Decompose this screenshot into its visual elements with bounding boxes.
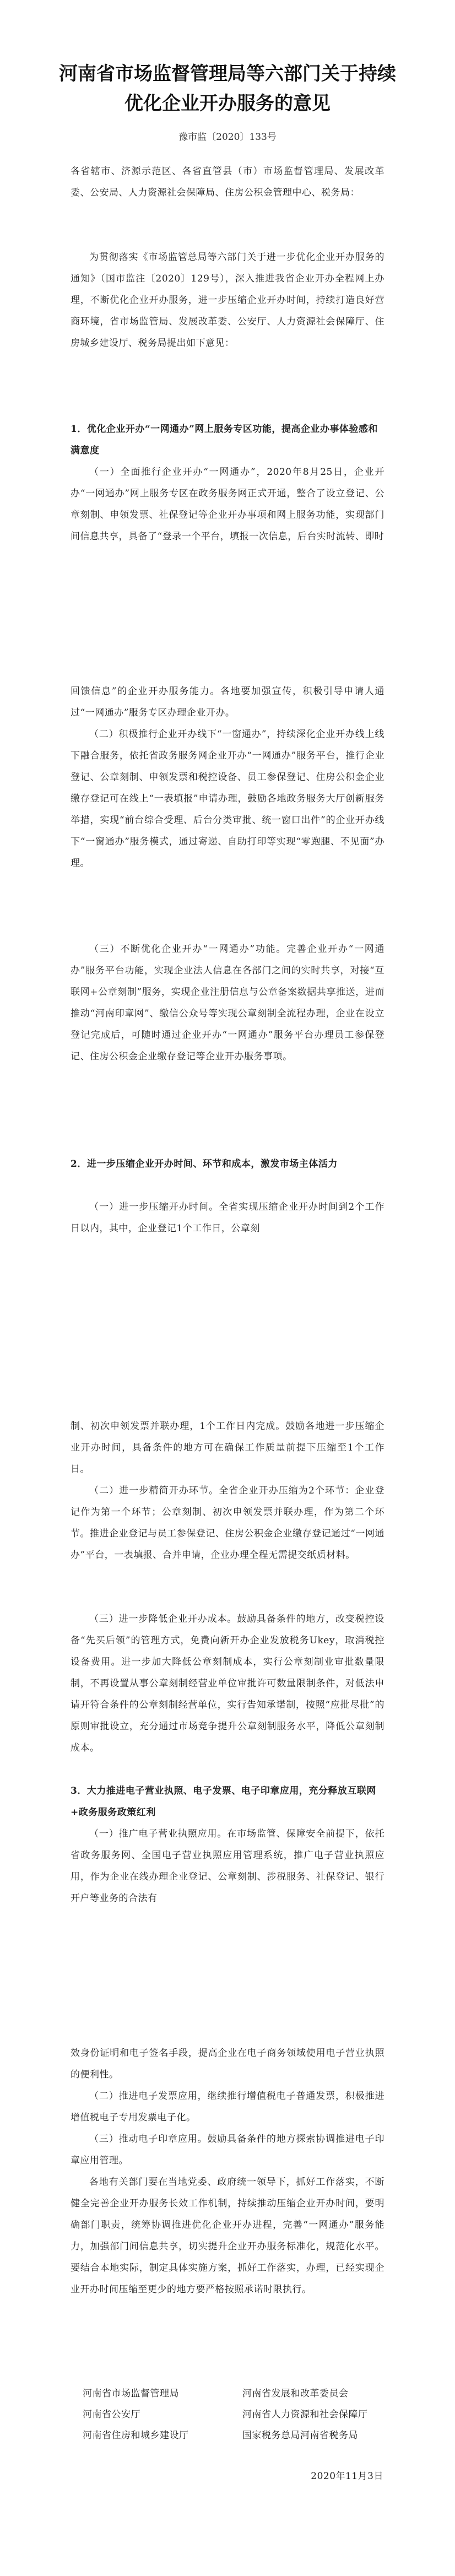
signatory-left-3: 河南省住房和城乡建设厅 bbox=[83, 2430, 189, 2441]
section-1-para-1b: 回馈信息”的企业开办服务能力。各地要加强宣传，积极引导申请人通过“一网通办”服务专区办理企业开办。 bbox=[71, 686, 384, 718]
section-2-heading: 2．进一步压缩企业开办时间、环节和成本，激发市场主体活力 bbox=[71, 1159, 338, 1170]
document-title-line1: 河南省市场监督管理局等六部门关于持续 bbox=[59, 63, 396, 85]
document-date: 2020年11月3日 bbox=[311, 2471, 383, 2482]
section-2-para-1b: 制、初次申领发票并联办理，1个工作日内完成。鼓励各地进一步压缩企业开办时间，具备条件的地方可在确保工作质量前提下压缩至1个工作日。 bbox=[71, 1421, 384, 1475]
section-3-para-1b: 效身份证明和电子签名手段，提高企业在电子商务领域使用电子营业执照的便利性。 bbox=[71, 2048, 384, 2080]
section-2-para-2: （二）进一步精简开办环节。全省企业开办压缩为2个环节：企业登记作为第一个环节；公章刻制、初次申领发票并联办理，作为第二个环节。推进企业登记与员工参保登记、住房公积金企业缴存登记通过“一网通办”平台，一表填报、合并申请，企业办理全程无需提交纸质材料。 bbox=[71, 1485, 384, 1561]
document-number: 豫市监〔2020〕133号 bbox=[178, 132, 277, 143]
addressees: 各省辖市、济源示范区、各省直管县（市）市场监督管理局、发展改革委、公安局、人力资源社会保障局、住房公积金管理中心、税务局： bbox=[71, 166, 384, 198]
signatory-right-1: 河南省发展和改革委员会 bbox=[242, 2388, 349, 2399]
section-3-para-2: （二）推进电子发票应用，继续推行增值税电子普通发票，积极推进增值税电子专用发票电子化。 bbox=[71, 2091, 384, 2123]
signatory-right-3: 国家税务总局河南省税务局 bbox=[242, 2430, 358, 2441]
section-1-heading: 1．优化企业开办“一网通办”网上服务专区功能，提高企业办事体验感和满意度 bbox=[71, 424, 378, 456]
section-2-para-3: （三）进一步降低企业开办成本。鼓励具备条件的地方，改变税控设备“先买后领”的管理方式，免费向新开办企业发放税务Ukey，取消税控设备费用。进一步加大降低公章刻制成本，实行公章刻制业审批数量限制，不再设置从事公章刻制经营业单位审批许可数量限制条件，对低法申请开符合条件的公章刻制经营单位，实行告知承诺制，按照“应批尽批”的原则审批设立，充分通过市场竞争提升公章刻制服务水平，降低公章刻制成本。 bbox=[71, 1614, 384, 1754]
document-title-line2: 优化企业开办服务的意见 bbox=[124, 93, 331, 115]
section-2-para-1a: （一）进一步压缩开办时间。全省实现压缩企业开办时间到2个工作日以内，其中，企业登记1个工作日，公章刻 bbox=[71, 1202, 384, 1234]
signatory-left-2: 河南省公安厅 bbox=[83, 2409, 140, 2420]
section-3-para-4: 各地有关部门要在当地党委、政府统一领导下，抓好工作落实，不断健全完善企业开办服务长效工作机制，持续推动压缩企业开办时间，要明确部门职责，统筹协调推进优化企业开办进程，完善“一网通办”服务能力，加强部门间信息共享，切实提升企业开办服务标准化，规范化水平。要结合本地实际，制定具体实施方案，抓好工作落实，办理，已经实现企业开办时间压缩至更少的地方要严格按照承诺时限执行。 bbox=[71, 2177, 384, 2295]
section-3-para-3: （三）推动电子印章应用。鼓励具备条件的地方探索协调推进电子印章应用管理。 bbox=[71, 2134, 384, 2166]
section-3-heading: 3．大力推进电子营业执照、电子发票、电子印章应用，充分释放互联网+政务服务政策红利 bbox=[71, 1785, 376, 1818]
section-3-para-1a: （一）推广电子营业执照应用。在市场监管、保障安全前提下，依托省政务服务网、全国电子营业执照应用管理系统，推广电子营业执照应用，作为企业在线办理企业登记、公章刻制、涉税服务、社保登记、银行开户等业务的合法有 bbox=[71, 1828, 384, 1904]
section-1-para-1a: （一）全面推行企业开办“一网通办”，2020年8月25日，企业开办“一网通办”网上服务专区在政务服务网正式开通，整合了设立登记、公章刻制、申领发票、社保登记等企业开办事项和网上服务功能，实现部门间信息共享，具备了“登录一个平台，填报一次信息，后台实时流转、即时 bbox=[71, 467, 384, 542]
section-1-para-3: （三）不断优化企业开办“一网通办”功能。完善企业开办“一网通办”服务平台功能，实现企业法人信息在各部门之间的实时共享，对接“互联网+公章刻制”服务，实现企业注册信息与公章备案数据共享推送，进而推动“河南印章网”、缴信公众号等实现公章刻制全流程办理，企业在设立登记完成后，可随时通过企业开办“一网通办”服务平台办理员工参保登记、住房公积金企业缴存登记等企业开办服务事项。 bbox=[71, 944, 384, 1062]
signatory-left-1: 河南省市场监督管理局 bbox=[83, 2388, 179, 2399]
section-1-para-2: （二）积极推行企业开办线下“一窗通办”，持续深化企业开办线上线下融合服务，依托省政务服务网企业开办“一网通办”服务平台，推行企业登记、公章刻制、申领发票和税控设备、员工参保登记、住房公积金企业缴存登记可在线上“一表填报”申请办理，鼓励各地政务服务大厅创新服务举措，实现“前台综合受理、后台分类审批、统一窗口出件”的企业开办线下“一窗通办”服务模式，通过寄递、自助打印等实现“零跑腿、不见面”办理。 bbox=[71, 729, 384, 869]
intro-paragraph: 为贯彻落实《市场监管总局等六部门关于进一步优化企业开办服务的通知》（国市监注〔2020〕129号），深入推进我省企业开办全程网上办理，不断优化企业开办服务，进一步压缩企业开办时间，持续打造良好营商环境，省市场监管局、发展改革委、公安厅、人力资源社会保障厅、住房城乡建设厅、税务局提出如下意见： bbox=[71, 252, 384, 349]
signatory-right-2: 河南省人力资源和社会保障厅 bbox=[242, 2409, 368, 2420]
